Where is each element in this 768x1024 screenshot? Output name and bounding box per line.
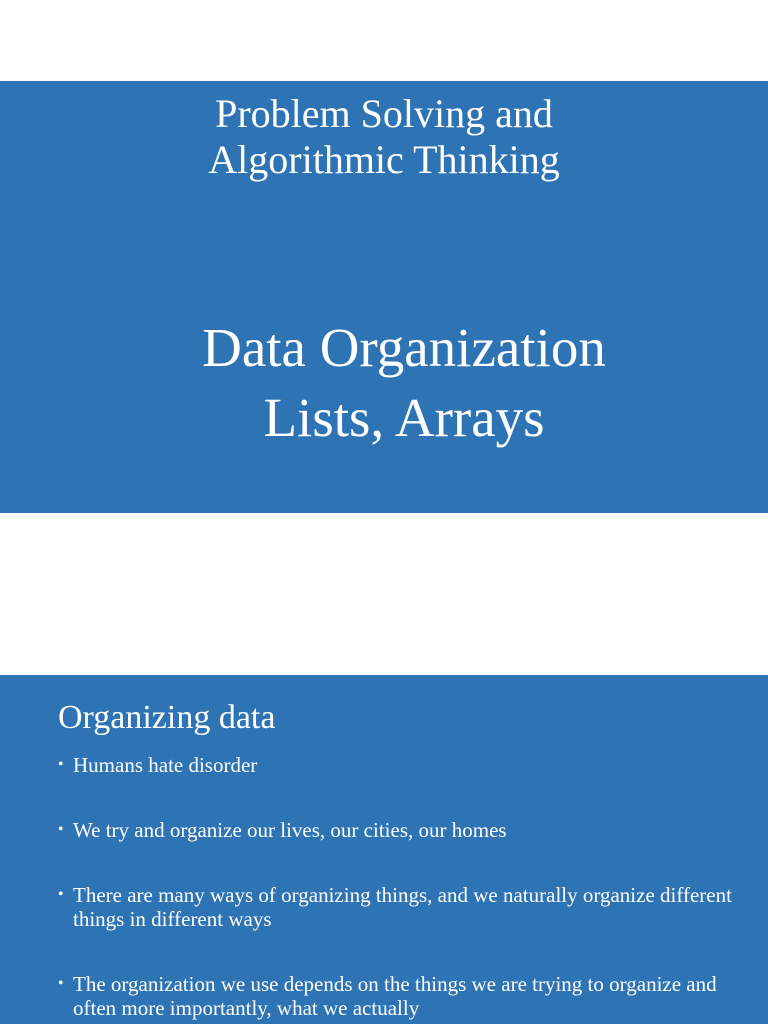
course-title-line-2: Algorithmic Thinking <box>208 137 560 182</box>
bullet-list <box>58 753 738 1020</box>
topic-title <box>20 313 768 453</box>
bullet-text: We try and organize our lives, our cities, our homes <box>73 818 507 842</box>
list-item <box>58 753 738 777</box>
bullet-marker: • <box>58 756 64 773</box>
course-title <box>0 91 768 183</box>
bullet-text: The organization we use depends on the things we are trying to organize and often more importantly, what we actually <box>73 972 717 1020</box>
bullet-text: Humans hate disorder <box>73 753 258 777</box>
list-item <box>58 883 738 931</box>
section-heading: Organizing data <box>58 699 276 736</box>
bullet-marker: • <box>58 886 64 903</box>
content-slide <box>0 675 768 1024</box>
list-item <box>58 818 738 842</box>
bullet-text: There are many ways of organizing things, and we naturally organize different things in different ways <box>73 883 732 931</box>
title-slide <box>0 81 768 513</box>
topic-title-line-2: Lists, Arrays <box>263 387 545 448</box>
topic-title-line-1: Data Organization <box>202 317 606 378</box>
bullet-marker: • <box>58 975 64 992</box>
bullet-marker: • <box>58 821 64 838</box>
course-title-line-1: Problem Solving and <box>215 91 553 136</box>
list-item <box>58 972 738 1020</box>
